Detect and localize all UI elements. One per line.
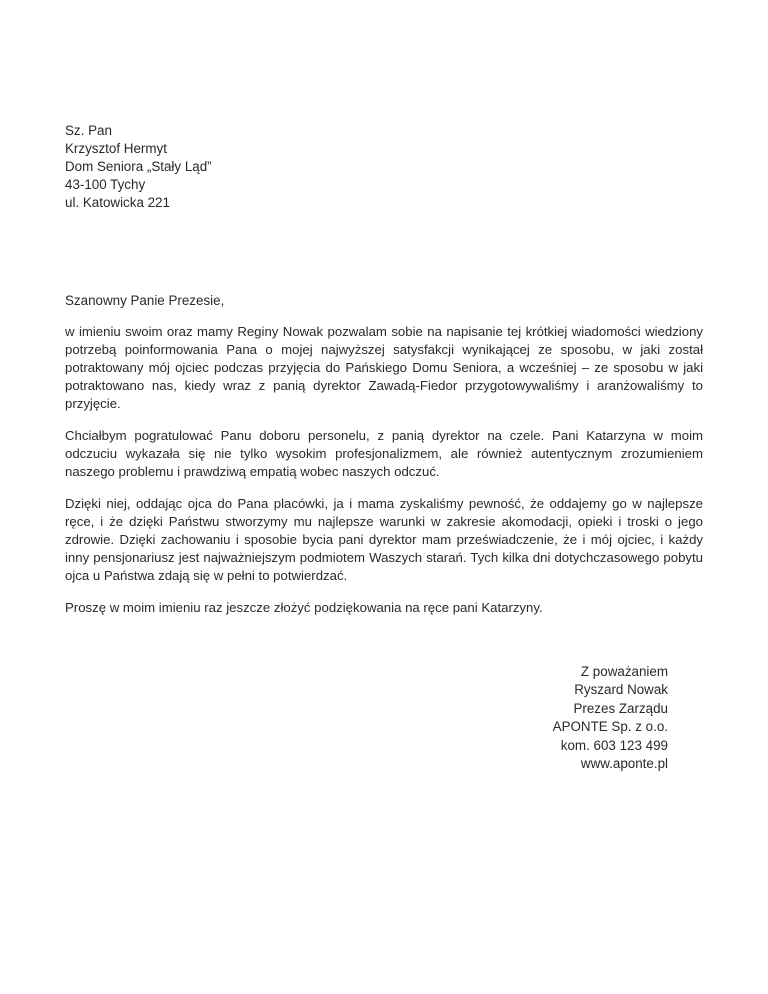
recipient-line-institution: Dom Seniora „Stały Ląd” (65, 159, 212, 174)
signature-block (553, 663, 668, 773)
recipient-line-title: Sz. Pan (65, 123, 112, 138)
body-paragraph-1: w imieniu swoim oraz mamy Reginy Nowak pozwalam sobie na napisanie tej krótkiej wiadomości wiedziony potrzebą poinformowania Pana o mojej najwyższej satysfakcji wynikającej ze sposobu, w jaki został potraktowany mój ojciec podczas przyjęcia do Pańskiego Domu Seniora, a wcześniej – ze sposobu w jaki potraktowano nas, kiedy wraz z panią dyrektor Zawadą-Fiedor przygotowywaliśmy i aranżowaliśmy to przyjęcie. (65, 324, 703, 411)
signature-phone: kom. 603 123 499 (560, 737, 668, 753)
signature-name: Ryszard Nowak (574, 682, 668, 698)
body-paragraph-2: Chciałbym pogratulować Panu doboru personelu, z panią dyrektor na czele. Pani Katarzyna w moim odczuciu wykazała się nie tylko wysokim profesjonalizmem, ale również autentycznym zrozumieniem naszego problemu i prawdziwą empatią wobec naszych odczuć. (65, 428, 703, 479)
signature-title: Prezes Zarządu (573, 700, 668, 716)
signature-company: APONTE Sp. z o.o. (552, 719, 668, 735)
salutation: Szanowny Panie Prezesie, (65, 293, 225, 308)
letter-body (65, 323, 703, 631)
signature-website: www.aponte.pl (580, 756, 668, 772)
recipient-line-street: ul. Katowicka 221 (65, 195, 170, 210)
body-paragraph-3: Dzięki niej, oddając ojca do Pana placówki, ja i mama zyskaliśmy pewność, że oddajemy go w najlepsze ręce, i że dzięki Państwu stworzymy mu najlepsze warunki w zakresie akomodacji, opieki i troski o jego zdrowie. Dzięki zachowaniu i sposobie bycia pani dyrektor mam przeświadczenie, że i mój ojciec, i każdy inny pensjonariusz jest najważniejszym podmiotem Waszych starań. Tych kilka dni dotychczasowego pobytu ojca u Państwa zdają się w pełni to potwierdzać. (65, 496, 703, 583)
recipient-line-city: 43-100 Tychy (65, 177, 146, 192)
signature-closing: Z poważaniem (580, 664, 668, 679)
body-paragraph-4: Proszę w moim imieniu raz jeszcze złożyć podziękowania na ręce pani Katarzyny. (65, 600, 543, 615)
recipient-line-name: Krzysztof Hermyt (65, 141, 167, 156)
recipient-address (65, 122, 365, 212)
